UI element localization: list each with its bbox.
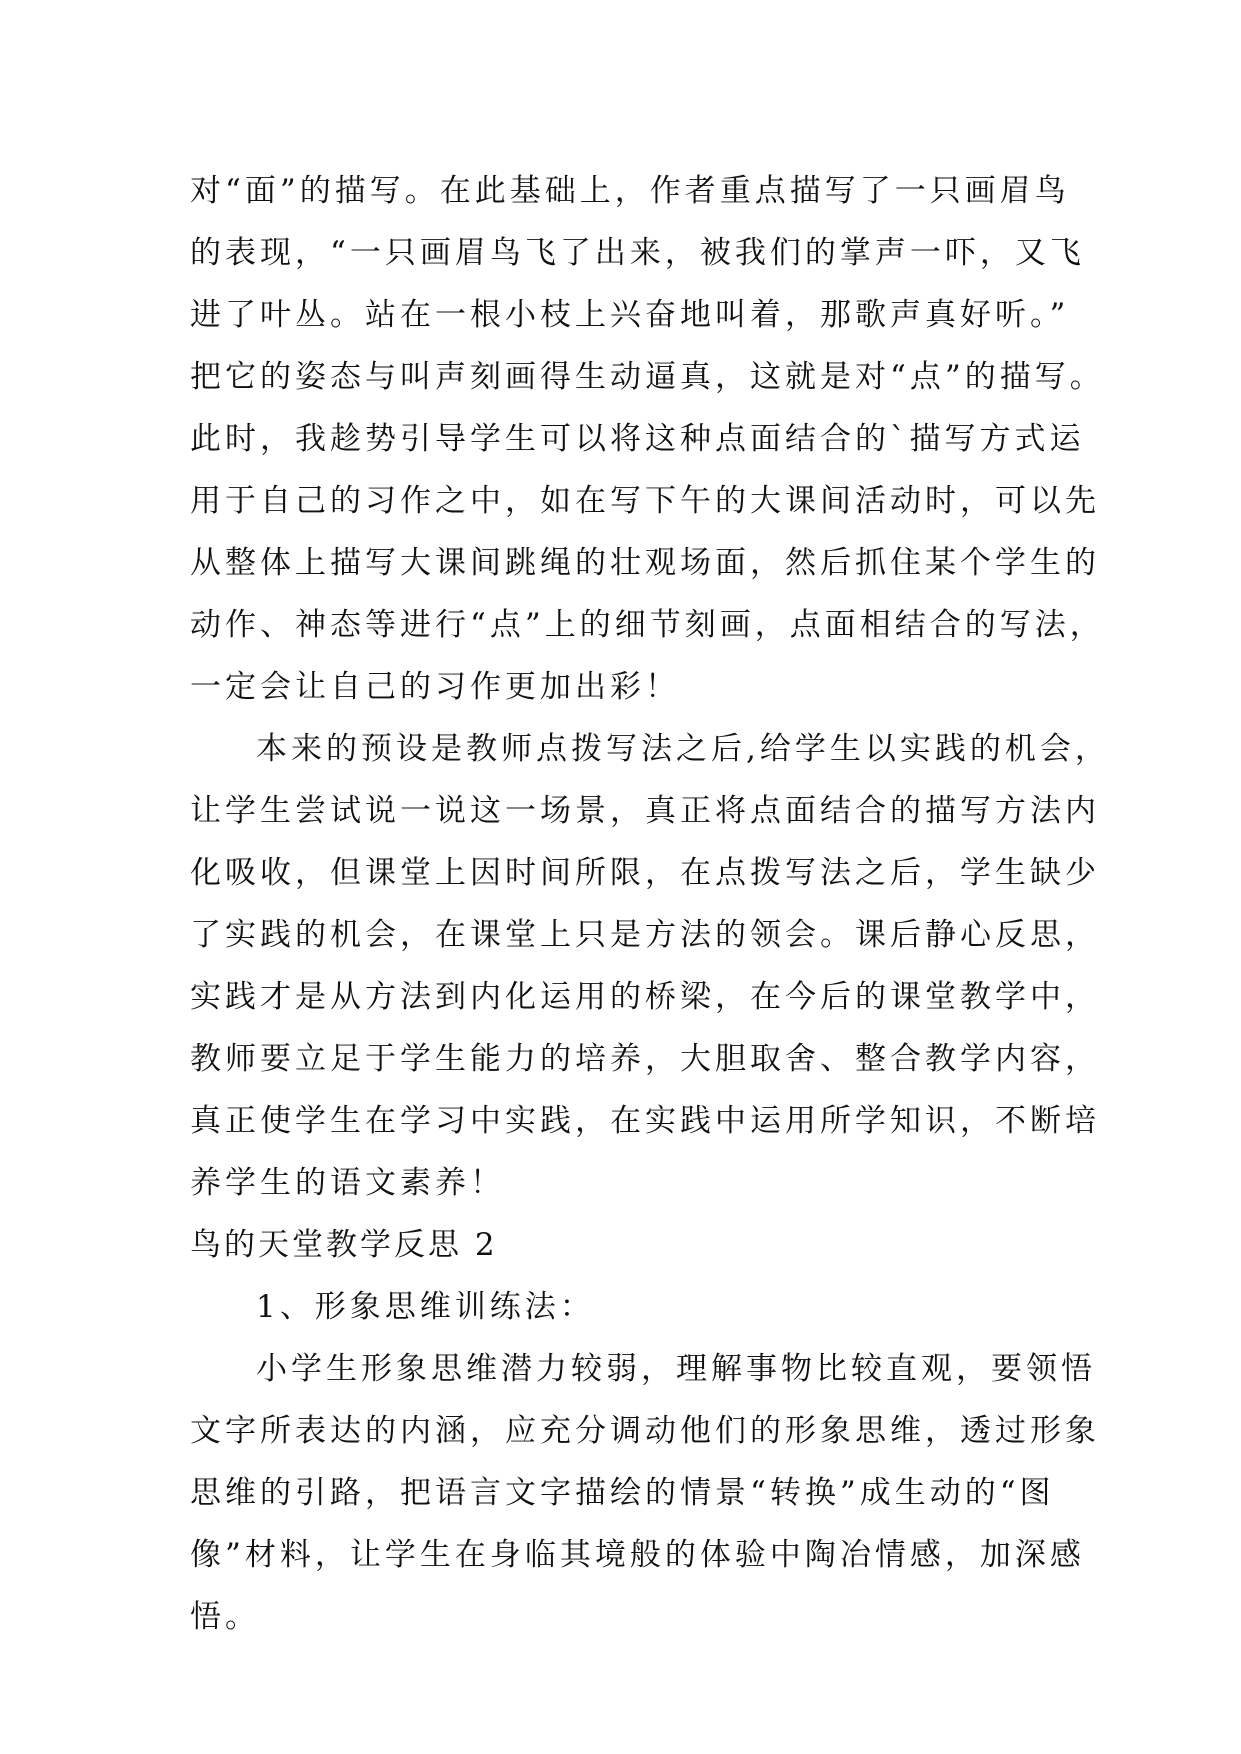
paragraph-2	[190, 718, 1110, 1214]
text-line: 让学生尝试说一说这一场景，真正将点面结合的描写方法内	[190, 793, 1100, 829]
text-line: 本来的预设是教师点拨写法之后,给学生以实践的机会，	[256, 731, 1110, 767]
text-line: 一定会让自己的习作更加出彩！	[190, 669, 680, 705]
text-line: 化吸收，但课堂上因时间所限，在点拨写法之后，学生缺少	[190, 855, 1100, 891]
text-line: 实践才是从方法到内化运用的桥梁，在今后的课堂教学中，	[190, 979, 1100, 1015]
text-line: 真正使学生在学习中实践，在实践中运用所学知识，不断培	[190, 1103, 1100, 1139]
document-body	[190, 160, 1110, 1648]
text-line: 思维的引路，把语言文字描绘的情景“转换”成生动的“图	[190, 1475, 1055, 1511]
text-line: 此时，我趁势引导学生可以将这种点面结合的`描写方式运	[190, 421, 1085, 457]
text-line: 把它的姿态与叫声刻画得生动逼真，这就是对“点”的描写。	[190, 359, 1105, 395]
text-line: 文字所表达的内涵，应充分调动他们的形象思维，透过形象	[190, 1413, 1100, 1449]
text-line: 教师要立足于学生能力的培养，大胆取舍、整合教学内容，	[190, 1041, 1100, 1077]
text-line: 悟。	[190, 1599, 260, 1635]
text-line: 像”材料，让学生在身临其境般的体验中陶冶情感，加深感	[190, 1537, 1085, 1573]
subheading: 1、形象思维训练法：	[256, 1289, 595, 1325]
text-line: 对“面”的描写。在此基础上，作者重点描写了一只画眉鸟	[190, 173, 1070, 209]
text-line: 从整体上描写大课间跳绳的壮观场面，然后抓住某个学生的	[190, 545, 1100, 581]
text-line: 小学生形象思维潜力较弱，理解事物比较直观，要领悟	[256, 1351, 1096, 1387]
section-title: 鸟的天堂教学反思 2	[190, 1227, 498, 1263]
text-line: 了实践的机会，在课堂上只是方法的领会。课后静心反思，	[190, 917, 1100, 953]
text-line: 动作、神态等进行“点”上的细节刻画，点面相结合的写法，	[190, 607, 1105, 643]
text-line: 的表现，“一只画眉鸟飞了出来，被我们的掌声一吓，又飞	[190, 235, 1085, 271]
paragraph-1	[190, 160, 1105, 718]
paragraph-3	[190, 1338, 1100, 1648]
text-line: 进了叶丛。站在一根小枝上兴奋地叫着，那歌声真好听。”	[190, 297, 1070, 333]
text-line: 用于自己的习作之中，如在写下午的大课间活动时，可以先	[190, 483, 1100, 519]
text-line: 养学生的语文素养！	[190, 1165, 505, 1201]
